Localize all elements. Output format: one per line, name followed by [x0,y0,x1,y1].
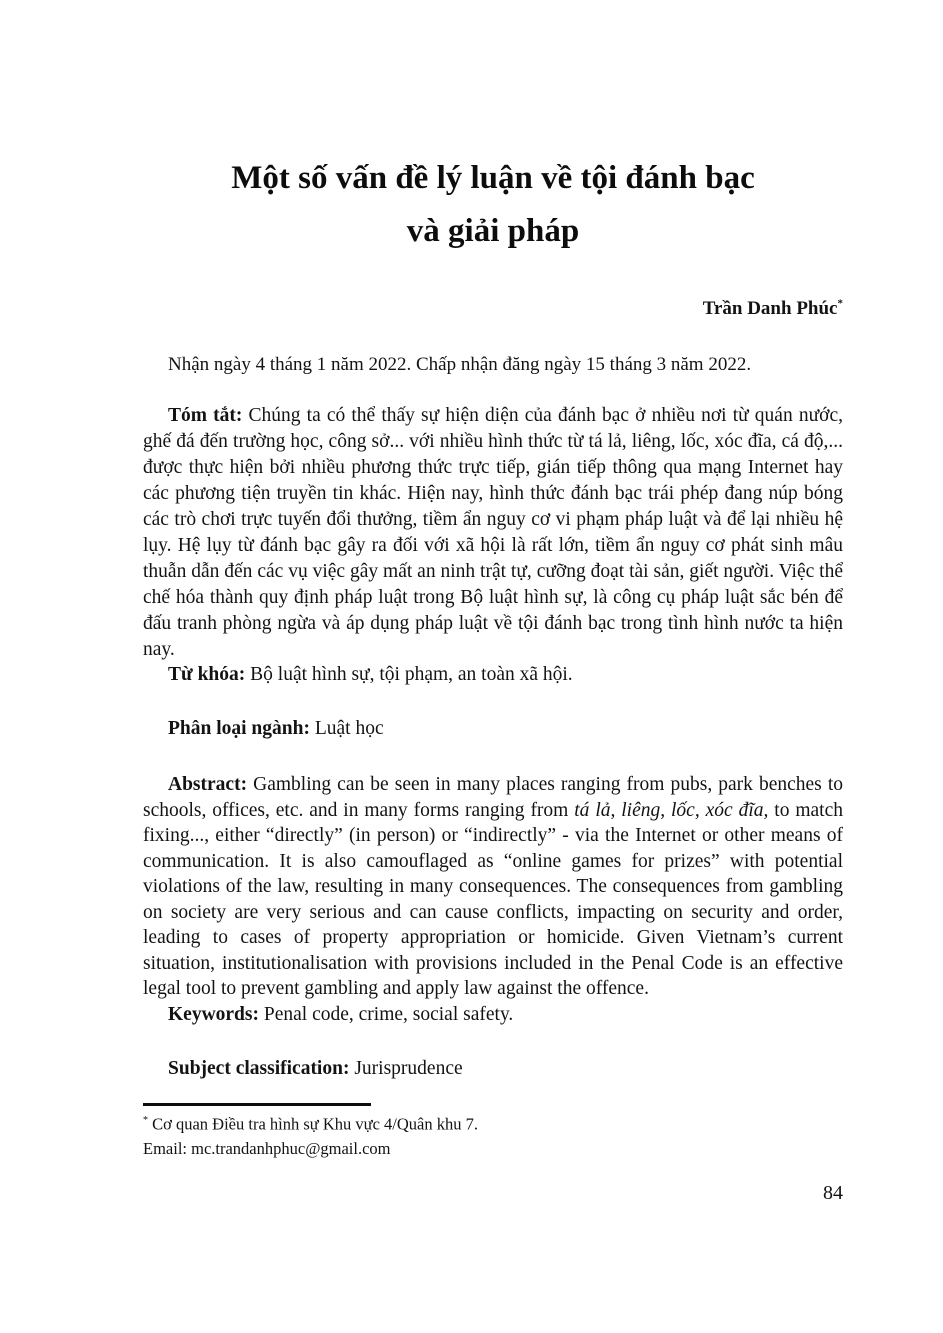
keywords-english-label: Keywords: [168,1004,259,1025]
article-title [143,152,843,258]
article-title-line-2: và giải pháp [406,213,580,249]
classification-vietnamese-text: Luật học [309,718,384,739]
article-title-line-1: Một số vấn đề lý luận về tội đánh bạc [231,160,755,196]
abstract-vietnamese-label: Tóm tắt: [168,405,243,426]
abstract-vietnamese [143,403,843,663]
keywords-vietnamese [143,662,843,688]
keywords-english-text: Penal code, crime, social safety. [259,1004,514,1025]
keywords-vietnamese-text: Bộ luật hình sự, tội phạm, an toàn xã hội. [245,664,573,685]
footnote-email-line: Email: mc.trandanhphuc@gmail.com [143,1138,391,1158]
author-byline [143,297,843,321]
classification-vietnamese [143,716,843,742]
page-number: 84 [823,1182,843,1204]
footnote-marker: * [143,1115,148,1126]
abstract-english-italic-terms: tá lả, liêng, lốc, xóc đĩa, [574,799,769,821]
classification-english [143,1056,843,1082]
footnote-separator-rule [143,1103,371,1106]
abstract-english [143,772,843,1002]
keywords-english [143,1002,843,1028]
footnote [143,1109,843,1161]
classification-vietnamese-label: Phân loại ngành: [168,718,310,739]
abstract-vietnamese-text: Chúng ta có thể thấy sự hiện diện của đánh bạc ở nhiều nơi từ quán nước, ghế đá đến trường học, công sở... với nhiều hình thức từ tá lả, liêng, lốc, xóc đĩa, cá độ,... được thực hiện bởi nhiều phương thức trực tiếp, gián tiếp thông qua mạng Internet hay các phương tiện truyền tin khác. Hiện nay, hình thức đánh bạc trái phép đang núp bóng các trò chơi trực tuyến đổi thưởng, tiềm ẩn nguy cơ vi phạm pháp luật và để lại nhiều hệ lụy. Hệ lụy từ đánh bạc gây ra đối với xã hội là rất lớn, tiềm ẩn nguy cơ phát sinh mâu thuẫn dẫn đến các vụ việc gây mất an ninh trật tự, cưỡng đoạt tài sản, giết người. Việc thể chế hóa thành quy định pháp luật trong Bộ luật hình sự, là công cụ pháp luật sắc bén để đấu tranh phòng ngừa và áp dụng pháp luật về tội đánh bạc trong tình hình nước ta hiện nay. [143,405,844,660]
classification-english-label: Subject classification: [168,1058,350,1079]
received-accepted-dates: Nhận ngày 4 tháng 1 năm 2022. Chấp nhận đăng ngày 15 tháng 3 năm 2022. [168,354,752,375]
classification-english-text: Jurisprudence [349,1058,463,1079]
article-content-column [143,0,843,1333]
keywords-vietnamese-label: Từ khóa: [168,664,246,685]
abstract-english-label: Abstract: [168,774,248,795]
abstract-english-text-part2: to match fixing..., either “directly” (in person) or “indirectly” - via the Internet or other means of communication. It is also camouflaged as “online games for prizes” with potential violations of the law, resulting in many consequences. The consequences from gambling on society are very serious and can cause conflicts, impacting on security and order, leading to cases of property appropriation or homicide. Given Vietnam’s current situation, institutionalisation with provisions included in the Penal Code is an effective legal tool to prevent gambling and apply law against the offence. [143,799,843,999]
author-name: Trần Danh Phúc [702,298,838,319]
footnote-affiliation-text: Cơ quan Điều tra hình sự Khu vực 4/Quân khu 7. [148,1114,478,1134]
author-footnote-marker: * [837,297,843,310]
footnote-affiliation-line [143,1109,843,1137]
abstract-english-text-part1: Gambling can be seen in many places ranging from pubs, park benches to schools, offices, etc. and in many forms ranging from [143,774,843,821]
